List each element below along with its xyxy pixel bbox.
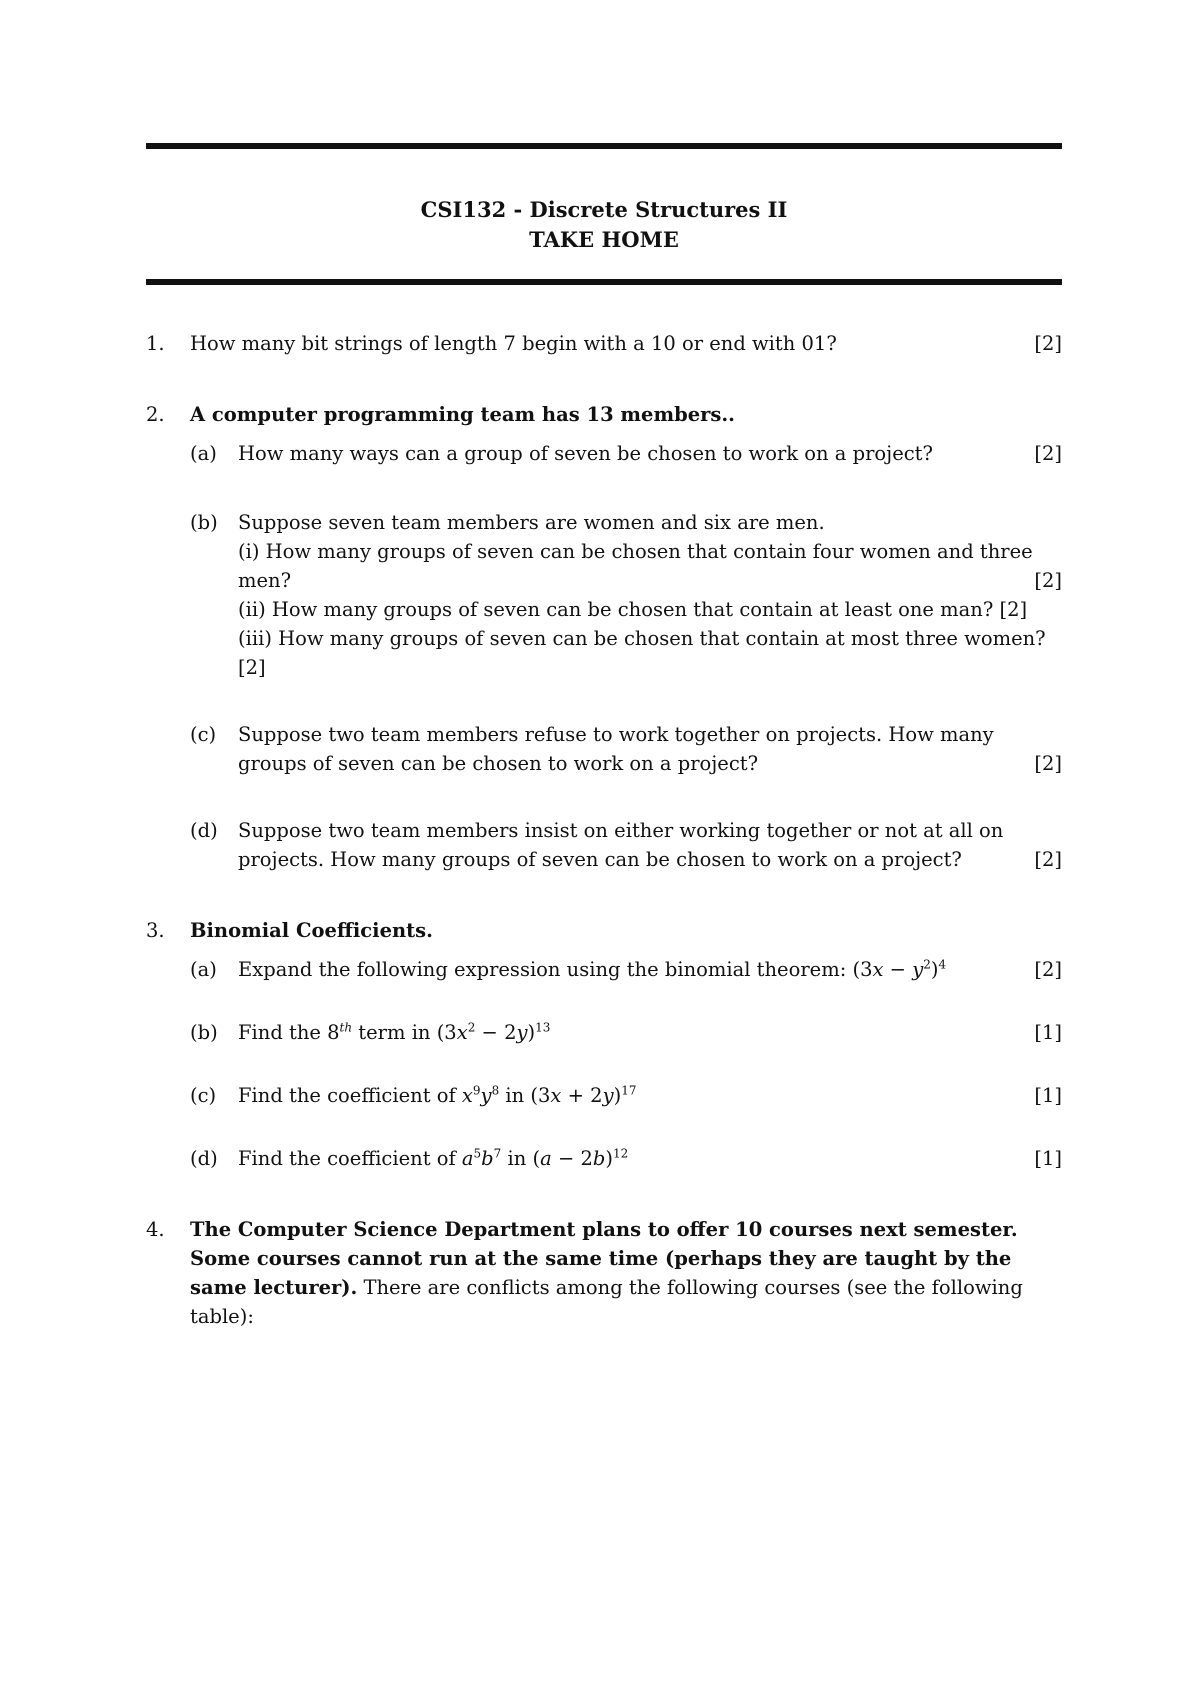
marks: [1] [1034,1021,1062,1044]
bottom-rule [146,279,1062,285]
marks: [1] [1034,1147,1062,1170]
part-label: (a) [190,442,217,465]
document-page [146,143,1062,1331]
question-2 [146,400,1062,429]
question-heading: Binomial Coefficients. [190,919,433,942]
question-1 [146,329,1062,358]
part-label: (c) [190,723,217,746]
part-text: Find the coefficient of $a^5b^7$ in $(a - 2b)^{12}$ [238,1146,629,1170]
part-2c [190,720,1062,778]
part-label: (a) [190,958,217,981]
question-line4: table): [190,1305,254,1328]
part-text: Find the 8th term in $(3x^2 - 2y)^{13}$ [238,1020,551,1044]
question-3 [146,916,1062,945]
subpart-ii: (ii) How many groups of seven can be chosen that contain at least one man? [2] [238,598,1028,621]
part-3b [190,1018,1062,1047]
question-number: 1. [146,332,165,355]
part-text: Expand the following expression using the binomial theorem: [238,958,847,981]
part-label: (d) [190,819,218,842]
part-2b [190,508,1062,682]
part-text: How many ways can a group of seven be chosen to work on a project? [238,442,933,465]
part-2a [190,439,1062,468]
part-line2: groups of seven can be chosen to work on a project? [238,752,759,775]
question-heading: A computer programming team has 13 members.. [190,403,735,426]
subpart-i-line1: (i) How many groups of seven can be chosen that contain four women and three [238,540,1033,563]
part-3d [190,1144,1062,1173]
part-line1: Suppose two team members insist on either working together or not at all on [238,819,1004,842]
part-text: Find the coefficient of $x^9y^8$ in $(3x + 2y)^{17}$ [238,1083,637,1107]
question-line2: Some courses cannot run at the same time (perhaps they are taught by the [190,1247,1012,1270]
question-line1: The Computer Science Department plans to offer 10 courses next semester. [190,1218,1018,1241]
exam-subtitle: TAKE HOME [529,227,679,252]
subpart-i-line2 [238,566,1062,595]
marks: [2] [1034,848,1062,871]
marks: [1] [1034,1084,1062,1107]
expression: $(3x - y^2)^4$ [852,957,947,981]
question-number: 3. [146,919,165,942]
question-number: 2. [146,403,165,426]
course-title: CSI132 - Discrete Structures II [420,197,788,222]
part-line1: Suppose two team members refuse to work together on projects. How many [238,723,994,746]
part-intro: Suppose seven team members are women and six are men. [238,511,825,534]
part-label: (b) [190,1021,218,1044]
part-label: (d) [190,1147,218,1170]
question-text: How many bit strings of length 7 begin with a 10 or end with 01? [190,332,837,355]
marks: [2] [1034,958,1062,981]
part-3a [190,955,1062,984]
question-number: 4. [146,1218,165,1241]
part-2d [190,816,1062,874]
subpart-iii-line1: (iii) How many groups of seven can be chosen that contain at most three women? [238,627,1046,650]
title-block [146,149,1062,279]
part-label: (b) [190,511,218,534]
subpart-iii-line2: [2] [238,656,266,679]
part-line2: projects. How many groups of seven can be chosen to work on a project? [238,848,962,871]
part-label: (c) [190,1084,217,1107]
marks: [2] [1034,569,1062,592]
part-3c [190,1081,1062,1110]
marks: [2] [1034,752,1062,775]
marks: [2] [1034,442,1062,465]
marks: [2] [1034,332,1062,355]
question-line3: same lecturer). There are conflicts among the following courses (see the following [190,1276,1023,1299]
question-4 [146,1215,1062,1331]
subpart-i-text: men? [238,569,292,592]
